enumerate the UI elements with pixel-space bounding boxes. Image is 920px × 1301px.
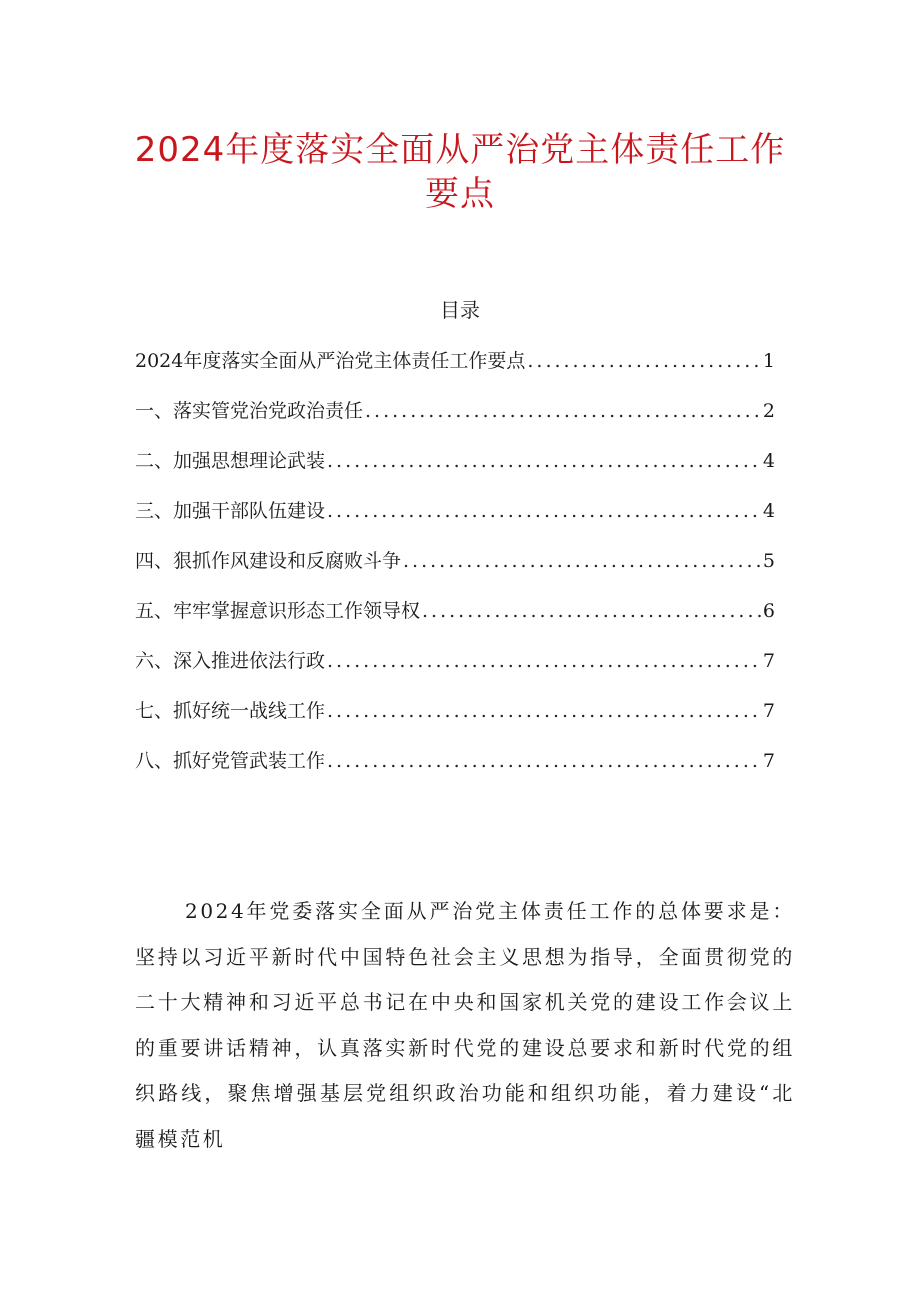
toc-entry[interactable] bbox=[135, 443, 775, 493]
toc-leader-dots bbox=[365, 393, 761, 429]
toc-entry-label: 二、加强思想理论武装 bbox=[135, 450, 326, 472]
toc-entry-label: 七、抓好统一战线工作 bbox=[135, 700, 326, 722]
document-title-line-2: 要点 bbox=[425, 174, 495, 214]
toc-entry[interactable] bbox=[135, 593, 775, 643]
toc-entry-page: 4 bbox=[762, 500, 775, 522]
toc-entry-label: 2024年度落实全面从严治党主体责任工作要点 bbox=[135, 350, 526, 372]
document-title-line-1: 2024年度落实全面从严治党主体责任工作 bbox=[134, 130, 786, 170]
toc-leader-dots bbox=[327, 443, 761, 479]
toc-leader-dots bbox=[327, 493, 761, 529]
toc-entry-label: 一、落实管党治党政治责任 bbox=[135, 400, 364, 422]
toc-entry-label: 三、加强干部队伍建设 bbox=[135, 500, 326, 522]
table-of-contents bbox=[135, 343, 775, 793]
body-paragraph: 2024年党委落实全面从严治党主体责任工作的总体要求是：坚持以习近平新时代中国特色社会主义思想为指导，全面贯彻党的二十大精神和习近平总书记在中央和国家机关党的建设工作会议上的重要讲话精神，认真落实新时代党的建设总要求和新时代党的组织路线，聚焦增强基层党组织政治功能和组织功能，着力建设“北疆模范机 bbox=[135, 899, 795, 1151]
toc-entry-page: 7 bbox=[762, 750, 775, 772]
toc-entry[interactable] bbox=[135, 643, 775, 693]
toc-leader-dots bbox=[327, 743, 761, 779]
toc-entry-page: 4 bbox=[762, 450, 775, 472]
toc-entry-page: 2 bbox=[762, 400, 775, 422]
toc-entry-page: 1 bbox=[762, 350, 775, 372]
toc-entry-page: 6 bbox=[762, 600, 775, 622]
toc-entry-page: 7 bbox=[762, 700, 775, 722]
toc-heading: 目录 bbox=[440, 298, 480, 322]
toc-entry-label: 六、深入推进依法行政 bbox=[135, 650, 326, 672]
toc-entry-label: 八、抓好党管武装工作 bbox=[135, 750, 326, 772]
toc-entry[interactable] bbox=[135, 343, 775, 393]
toc-entry-label: 四、狠抓作风建设和反腐败斗争 bbox=[135, 550, 402, 572]
toc-leader-dots bbox=[527, 343, 761, 379]
toc-entry-page: 7 bbox=[762, 650, 775, 672]
toc-entry[interactable] bbox=[135, 693, 775, 743]
toc-leader-dots bbox=[327, 643, 761, 679]
toc-entry-label: 五、牢牢掌握意识形态工作领导权 bbox=[135, 600, 421, 622]
toc-entry[interactable] bbox=[135, 543, 775, 593]
toc-entry[interactable] bbox=[135, 743, 775, 793]
toc-entry[interactable] bbox=[135, 393, 775, 443]
toc-leader-dots bbox=[422, 593, 761, 629]
toc-leader-dots bbox=[403, 543, 761, 579]
toc-entry-page: 5 bbox=[762, 550, 775, 572]
toc-leader-dots bbox=[327, 693, 761, 729]
toc-entry[interactable] bbox=[135, 493, 775, 543]
